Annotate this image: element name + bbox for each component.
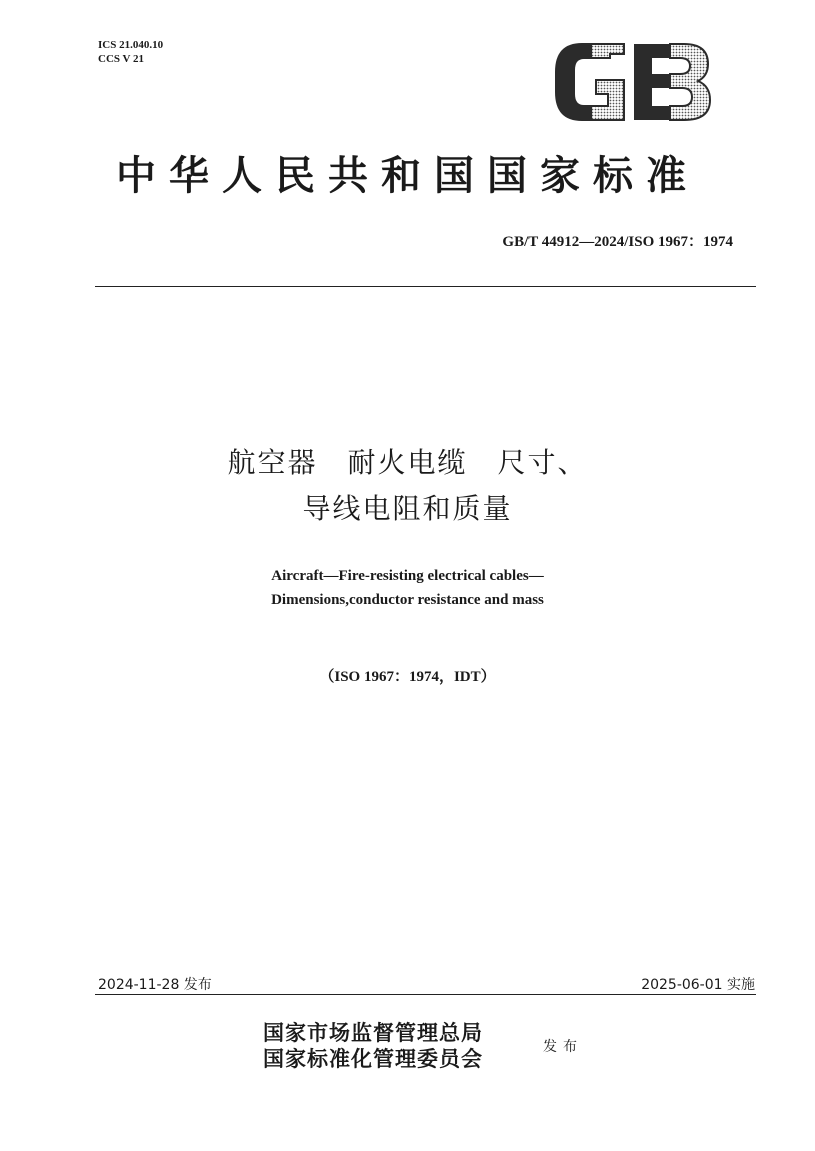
issue-label: 发布 <box>543 1039 583 1055</box>
gb-logo <box>552 42 714 122</box>
issuer-samr: 国家市场监督管理总局 <box>263 1020 483 1045</box>
issuing-authorities <box>263 1020 483 1072</box>
english-title <box>0 564 815 612</box>
footer-divider <box>95 994 756 995</box>
header-divider <box>95 286 756 287</box>
english-title-line-1: Aircraft—Fire-resisting electrical cables— <box>271 568 544 584</box>
issuer-sac: 国家标准化管理委员会 <box>263 1046 483 1071</box>
implementation-date: 2025-06-01 实施 <box>641 977 755 993</box>
english-title-line-2: Dimensions,conductor resistance and mass <box>271 592 544 608</box>
chinese-title <box>0 440 815 532</box>
svg-text:GB: GB <box>552 42 554 43</box>
standard-number: GB/T 44912—2024/ISO 1967：1974 <box>502 234 733 250</box>
country-standard-title: 中华人民共和国国家标准 <box>116 152 699 199</box>
ics-code: ICS 21.040.10 <box>98 39 164 51</box>
ccs-code: CCS V 21 <box>98 53 145 65</box>
chinese-title-line-2: 导线电阻和质量 <box>302 492 513 525</box>
publish-date: 2024-11-28 发布 <box>98 977 212 993</box>
iso-equivalence: （ISO 1967：1974，IDT） <box>319 669 496 685</box>
classification-codes <box>98 38 163 66</box>
chinese-title-line-1: 航空器 耐火电缆 尺寸、 <box>227 446 588 479</box>
